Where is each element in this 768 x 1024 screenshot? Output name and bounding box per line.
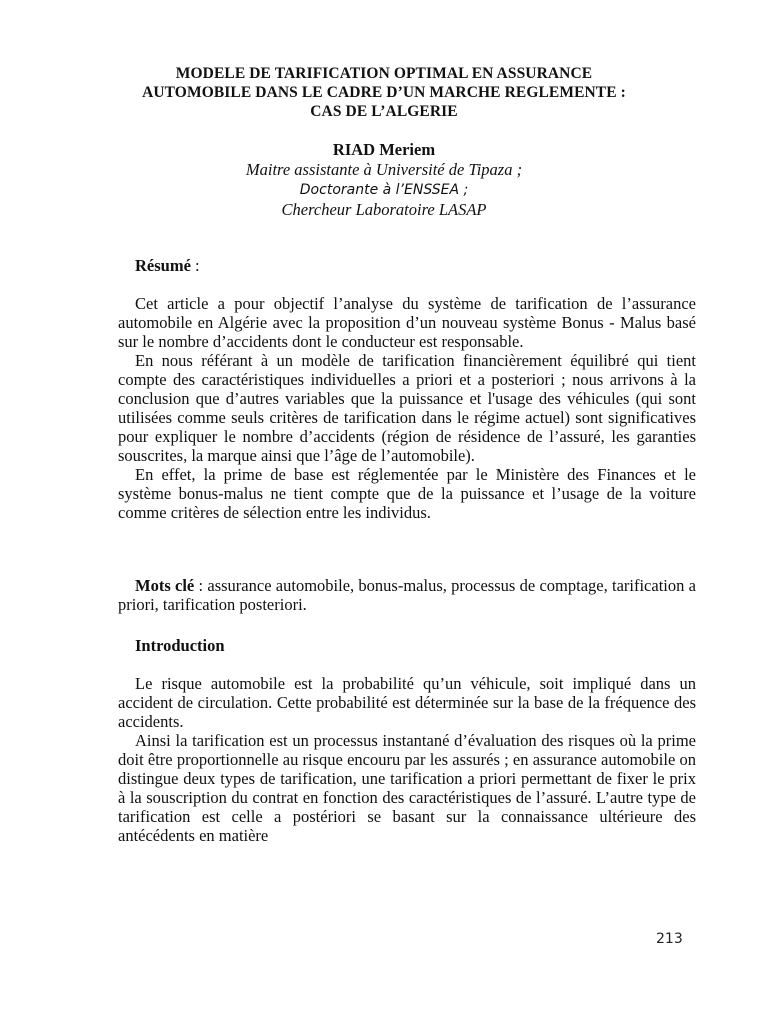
- author-affiliation-2: Doctorante à l’ENSSEA ;: [299, 182, 469, 198]
- abstract-paragraph-3: En effet, la prime de base est réglementée par le Ministère des Finances et le système bonus-malus ne tient compte que de la puissance et l’usage de la voiture comme critères de sélection entre les individus.: [118, 465, 696, 522]
- paper-title: [100, 64, 668, 121]
- keywords-paragraph: [118, 576, 696, 614]
- abstract-body: [118, 294, 696, 522]
- page-number: 213: [656, 931, 683, 947]
- author-affiliation-1: Maitre assistante à Université de Tipaza ;: [245, 160, 523, 179]
- introduction-paragraph-1: Le risque automobile est la probabilité qu’un véhicule, soit impliqué dans un accident de circulation. Cette probabilité est déterminée sur la base de la fréquence des accidents.: [118, 674, 696, 731]
- abstract-paragraph-1: Cet article a pour objectif l’analyse du système de tarification de l’assurance automobile en Algérie avec la proposition d’un nouveau système Bonus - Malus basé sur le nombre d’accidents dont le conducteur est responsable.: [118, 294, 696, 351]
- resume-heading: [135, 256, 200, 276]
- keywords-text: : assurance automobile, bonus-malus, processus de comptage, tarification a priori, tarification posteriori.: [118, 576, 696, 614]
- author-affiliation-3: Chercheur Laboratoire LASAP: [281, 200, 487, 219]
- keywords-block: [118, 576, 696, 614]
- introduction-heading-label: Introduction: [135, 636, 225, 655]
- abstract-paragraph-2: En nous référant à un modèle de tarification financièrement équilibré qui tient compte des caractéristiques individuelles a priori et a posteriori ; nous arrivons à la conclusion que d’autres variables que la puissance et l'usage des véhicules (qui sont utilisées comme seuls critères de tarification dans le régime actuel) sont significatives pour expliquer le nombre d’accidents (région de résidence de l’assuré, les garanties souscrites, la marque ainsi que l’âge de l’automobile).: [118, 351, 696, 465]
- title-line-2: AUTOMOBILE DANS LE CADRE D’UN MARCHE REGLEMENTE :: [142, 84, 626, 101]
- title-line-3: CAS DE L’ALGERIE: [310, 103, 458, 120]
- resume-heading-colon: :: [190, 256, 200, 275]
- introduction-heading: [135, 636, 225, 656]
- introduction-body: [118, 674, 696, 845]
- title-line-1: MODELE DE TARIFICATION OPTIMAL EN ASSURANCE: [175, 65, 593, 82]
- keywords-label: Mots clé: [135, 576, 195, 595]
- author-block: [100, 140, 668, 220]
- introduction-paragraph-2: Ainsi la tarification est un processus instantané d’évaluation des risques où la prime doit être proportionnelle au risque encouru par les assurés ; en assurance automobile on distingue deux types de tarification, une tarification a priori permettant de fixer le prix à la souscription du contrat en fonction des caractéristiques de l’assuré. L’autre type de tarification est celle a postériori se basant sur la connaissance ultérieure des antécédents en matière: [118, 731, 696, 845]
- author-name: RIAD Meriem: [332, 140, 436, 159]
- resume-heading-label: Résumé: [135, 256, 191, 275]
